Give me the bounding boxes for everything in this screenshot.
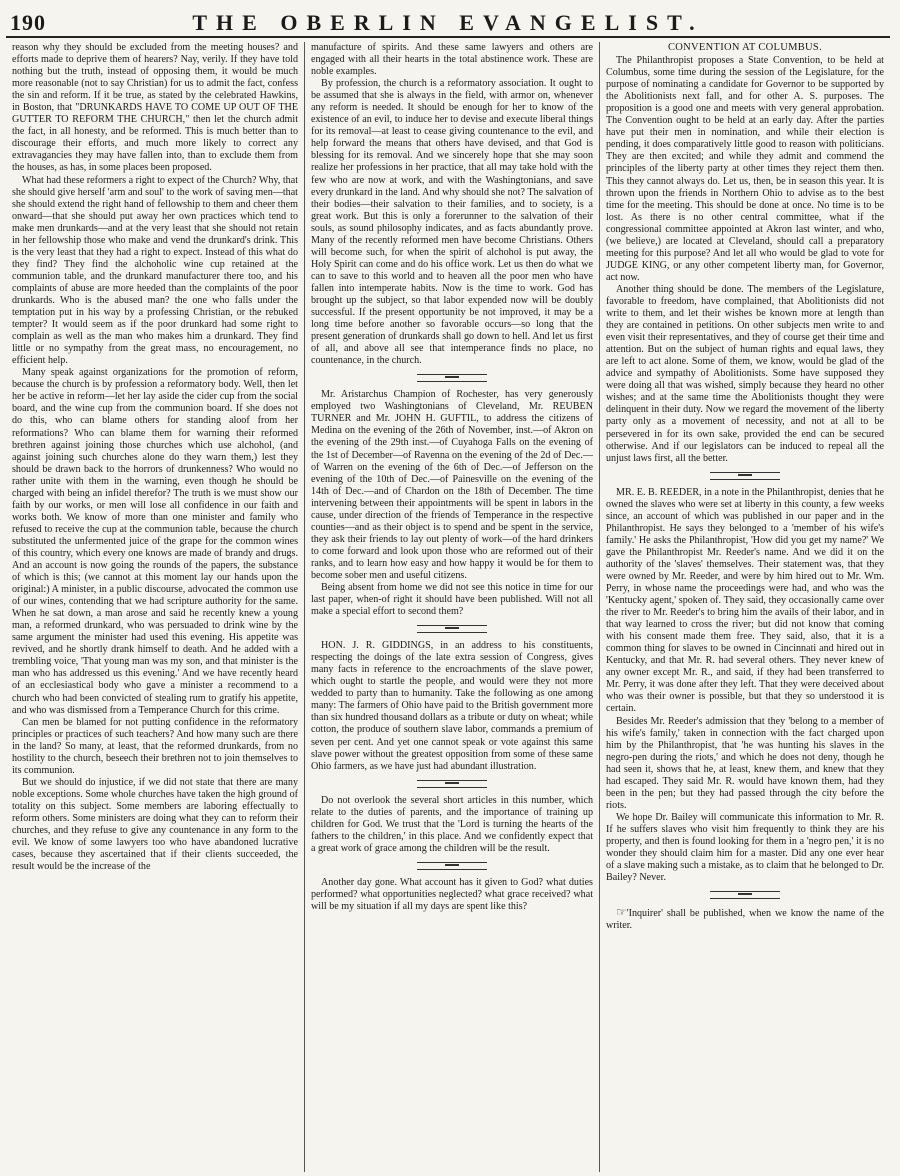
- article-paragraph: Can men be blamed for not putting confidence in the reformatory principles or practices of such teachers? And how many such are there in the land? So many, at least, that the reformed drunkards, from no hostility to the church, beseech their brethren not to join themselves to its communion.: [12, 716, 298, 776]
- article-paragraph: Do not overlook the several short articles in this number, which relate to the duties of parents, and the importance of training up children for God. We trust that the 'Lord is turning the hearts of the fathers to the children,' in this place. And we confidently expect that a great work of grace among the children will be the result.: [311, 794, 593, 854]
- section-divider: [710, 891, 780, 899]
- article-paragraph: But we should do injustice, if we did not state that there are many noble exceptions. Some whole churches have taken the high ground of totality on this subject. Some members are laboring effectually to reform others. Some ministers are doing what they can to reform their churches, and they refuse to give any countenance in any form to the evil. We know of some lawyers too who have abandoned lucrative cases, because they ascertained that if their clients succeeded, the result would be the increase of the: [12, 776, 298, 873]
- article-paragraph: Mr. Aristarchus Champion of Rochester, has very generously employed two Washingtonians of Cleveland, Mr. REUBEN TURNER and Mr. JOHN H. GUFTIL, to address the citizens of Medina on the evening of the 26th of November, inst.—of Akron on the evening of the 29th inst.—of Cuyahoga Falls on the evening of the 1st of December—of Ravenna on the evening of the 2d of Dec.—of Warren on the evening of the 6th of Dec.—of Jefferson on the evening of the 10th of Dec.—of Painesville on the evening of the 14th of Dec.—and of Chardon on the 18th of December. The time intervening between their appointments will be spent in labors in the cause, under direction of the friends of Temperance in the respective counties—and as their object is to spend and be spent in the service, they ask their friends to lay out plenty of work—of the hard drinkers to come forward and look upon those who are reformed out of their ranks, and to learn how easy and how happy it would be for them to become sober men and useful citizens.: [311, 389, 593, 581]
- article-paragraph: Besides Mr. Reeder's admission that they 'belong to a member of his wife's family,' taken in connection with the fact charged upon him by the Philanthropist, that 'he was hunting his slaves in the negro-pen during the riots,' and which he does not deny, though he had seen it, shows that he, at least, knew them, and knew that they had escaped. They said Mr. R. would have known them, had they been in the pen; but they had passed through the city before the riots.: [606, 715, 884, 811]
- column-2: [305, 42, 600, 1172]
- masthead: [6, 6, 890, 38]
- column-1: [6, 42, 305, 1172]
- article-paragraph: manufacture of spirits. And these same lawyers and others are engaged with all their hearts in the total abstinence work. These are noble examples.: [311, 42, 593, 78]
- section-divider: [417, 374, 487, 382]
- columns: [6, 42, 890, 1172]
- article-paragraph: Another thing should be done. The members of the Legislature, favorable to freedom, have complained, that Abolitionists did not write to them, and let their wishes be known more at length than they are contained in petitions. On other subjects men write to and even visit their representatives, and they of course get their time and attention. But on the subject of human rights and equal laws, they are left to act alone. Some of them, we know, would be glad of the advice and sympathy of Abolitionists. Some have supposed they were doing all that was wished, simply because they heard no other wishes; and at the same time the Abolitionists thought they were delinquent in their duty. Now we regard the movement of the liberty party only as a movement of necessity, and not at all to be persevered in for its own sake, provided the end can be secured otherwise. And if our legislators can be induced to repeal all the unjust laws first, all the better.: [606, 283, 884, 464]
- section-divider: [710, 472, 780, 480]
- article-paragraph: Many speak against organizations for the promotion of reform, because the church is by profession a reformatory body. Well, then let her be active in reform—let her lay aside the cider cup from the social board, and the wine cup from the communion board. If she does not do this, who can blame others for standing aloof from her reformations? Who can blame them for warning their reformed brethren against joining those churches which use alchohol, (and against joining such churches alone do they warn them,) lest they should be drawn back to the horrors of drunkenness? Who would no rather unite with them in the warning, even though he should be charged with being an infidel therefor? The truth is we must show our faith by our works, or men will lose all confidence in our faith and works both. We know of more than one minister and family who refused to receive the cup at the communion table, because the church substituted the unfermented juice of the grape for the common wines of this country, which every one knows are made of brandy and drugs. And an account is now going the rounds of the papers, the substance of which is this; (we cannot at this moment lay our hands upon the original:) A minister, in a public discourse, advocated the common use of our wines, contending that we had scripture authority for the same. When he sat down, a man arose and said he recently knew a young man, a reformed drunkard, who was persuaded to drink wine by the same argument the minister had used this evening. His appetite was revived, and he shortly drank himself to death. And he added with a trembling voice, 'That young man was my son, and that minister is the man who has addressed us this evening.' And we have recently heard of an ecclesiastical body who gave a minister a recommend to a church who had been convicted of stealing rum to gratify his appetite, and who was dismissed from a Temperance Church for this crime.: [12, 367, 298, 716]
- section-divider: [417, 780, 487, 788]
- article-paragraph: What had these reformers a right to expect of the Church? Why, that she should give herself 'arm and soul' to the work of saving men—that she should extend the right hand of fellowship to them and cheer them onward—that she should put away her own practices which tend to make men drunkards—and at the very least that she should not retain in her fellowship those who make and vend the drunkard's drink. This is the very least that they had a right to expect. Instead of this what do they find? They find the alchoholic wine cup retained at the communion table, and the drunkard manufacturer there too, and his complaints of abuse are more heeded than the complaints of the poor drunkards. Who is the abused man? the one who falls under the temptation put in his way by a professing Christian, or the rebuked tempter? It would seem as if the poor drunkard had some right to complain as well as the man who makes him a drunkard. They find little or no sympathy from the great mass, no encouragement, no efficient help.: [12, 174, 298, 367]
- editorial-notice: [606, 906, 884, 932]
- article-paragraph: Another day gone. What account has it given to God? what duties performed? what opportunities neglected? what grace received? what will be my situation if all my days are spent like this?: [311, 876, 593, 912]
- paper-title: THE OBERLIN EVANGELIST.: [192, 10, 704, 35]
- article-paragraph: HON. J. R. GIDDINGS, in an address to his constituents, respecting the doings of the late extra session of Congress, gives many facts in reference to the encroachments of the slave power, which ought to startle the people, and would were they not more wedded to party than to humanity. Take the following as one among many: The farmers of Ohio have paid to the British government more than six hundred thousand dollars as a tribute or duty on wheat; while cotton, the produce of southern slave labor, commands a premium of seven per cent. And yet one cannot speak or vote against this same slave power without the greatest opposition from some of these same Ohio farmers, as we have just had abundant illustration.: [311, 640, 593, 772]
- article-paragraph: By profession, the church is a reformatory association. It ought to be assumed that she is always in the field, with armor on, whenever any reform is needed. It should be enough for her to know of the existence of an evil, to induce her to devise and execute liberal things for its removal—at least to cease giving countenance to the evil, and help forward the means that others have devised, and that God is blessing for its removal. And we sincerely hope that she may soon realize her professions in her practice, that all may take hold with the few who are now at work, and with the Washingtonians, and save every drunkard in the land. And why should she not? The salvation of their bodies—their salvation to their families, and to society, is a great work. But this is only a forerunner to the salvation of their souls, as sound philosophy indicates, and as facts abundantly prove. Many of the recently reformed men have become Christians. Others will become such, for when the spirit of alchohol is put away, the Holy Spirit can come and do his office work. Let us then do what we can to save to this world and to heaven all the poor men who have fallen into intemperate habits. Now is the time to work. God has brought up the subject, so that labor expended now will be doubly successful. If the present opportunity be not improved, it may be a long time before another so favorable occurs—so long that the present generation of drunkards shall go down to hell. And let us first of all, and above all see that intemperance finds no place, no countenance, in the church.: [311, 78, 593, 367]
- section-divider: [417, 862, 487, 870]
- section-heading: CONVENTION AT COLUMBUS.: [667, 42, 822, 53]
- notice-text: 'Inquirer' shall be published, when we know the name of the writer.: [606, 908, 884, 932]
- article-paragraph: We hope Dr. Bailey will communicate this information to Mr. R. If he suffers slaves who visit him frequently to think they are his property, and then is found looking for them in a 'negro pen,' it is no wonder they should claim him for a master. Did any one ever hear of a slave making such a mistake, as to claim that he belonged to Dr. Bailey? Never.: [606, 811, 884, 884]
- article-paragraph: Being absent from home we did not see this notice in time for our last paper, when-of right it should have been published. Will not all make a special effort to second them?: [311, 582, 593, 618]
- page-number: 190: [10, 10, 46, 35]
- article-paragraph: MR. E. B. REEDER, in a note in the Philanthropist, denies that he owned the slaves who were set at liberty in this county, a few weeks since, an account of which was published in our paper and in the Philanthropist. He says they belonged to a 'member of his wife's family.' He asks the Philanthropist, 'How did you get my name?' We gave the Philanthropist Mr. Reeder's name. And we did it on the authority of the 'slaves' themselves. Their statement was, that they were owned by Mr. Reeder, and were by him hired out to Mr. Wm. Perry, in whose name the proceedings were had, and who was the 'Kentucky agent,' spoken of. They said, they occasionally came over the river to Mr. Reeder's to bring him the avails of their labor, and in that way learned to cross the river; but did not know that coming with his consent made them free. They said, also, that it is a common thing for slaves to be owned in Cincinnati and hired out in Kentucky, and that Mr. R. had several others. They never knew of any owner except Mr. R., and said, if they had been transferred to Mr. Perry, it was done after they left. That they were deceived about who was their owner is possible, but that they so understood it is certain.: [606, 486, 884, 715]
- section-divider: [417, 625, 487, 633]
- article-paragraph: The Philanthropist proposes a State Convention, to be held at Columbus, some time during the session of the Legislature, for the purpose of nominating a candidate for Governor to be supported by the Abolitionists next fall, and for other A. S. purposes. The proposition is a good one and meets with very general approbation. The Convention ought to be held at an early day. After the parties have put their men in nomination, and while their election is pending, it does comparatively little good to reason with politicians. They are then excited; and while they admit and commend the principles of the liberty party at other times they reject them then. This they cannot always do. Let us, then, be in season this year. It is thrown upon the friends in Northern Ohio to advise as to the best time for the meeting. This should be done at once. No time is to be lost. As there is no other central committee, what if the congressional committee appointed at Akron last winter, and who, (we believe,) are located at Cleveland, should call a preparatory meeting for this purpose? And let all who would be glad to vote for JUDGE KING, or any other competent liberty man, for Governor, act now.: [606, 55, 884, 283]
- pointing-hand-icon: ☞: [616, 905, 627, 920]
- column-3: [600, 42, 890, 1172]
- article-paragraph: reason why they should be excluded from the meeting houses? and efforts made to deprive them of hearers? Nay, verily. If they have told nothing but the truth, instead of opposing them, it would be much more reasonable (not to say Christian) for us to admit the fact, confess the sin and reform. If it be true, as stated by the celebrated Hawkins, in Boston, that "DRUNKARDS HAVE TO COME UP OUT OF THE GUTTER TO REFORM THE CHURCH," then let the church admit the fact, in all honesty, and be reformed. This is much better than to discourage their efforts, and much more likely to correct any extravagancies they may have fallen into, than to exclude them from the houses, as has, in some places been proposed.: [12, 42, 298, 174]
